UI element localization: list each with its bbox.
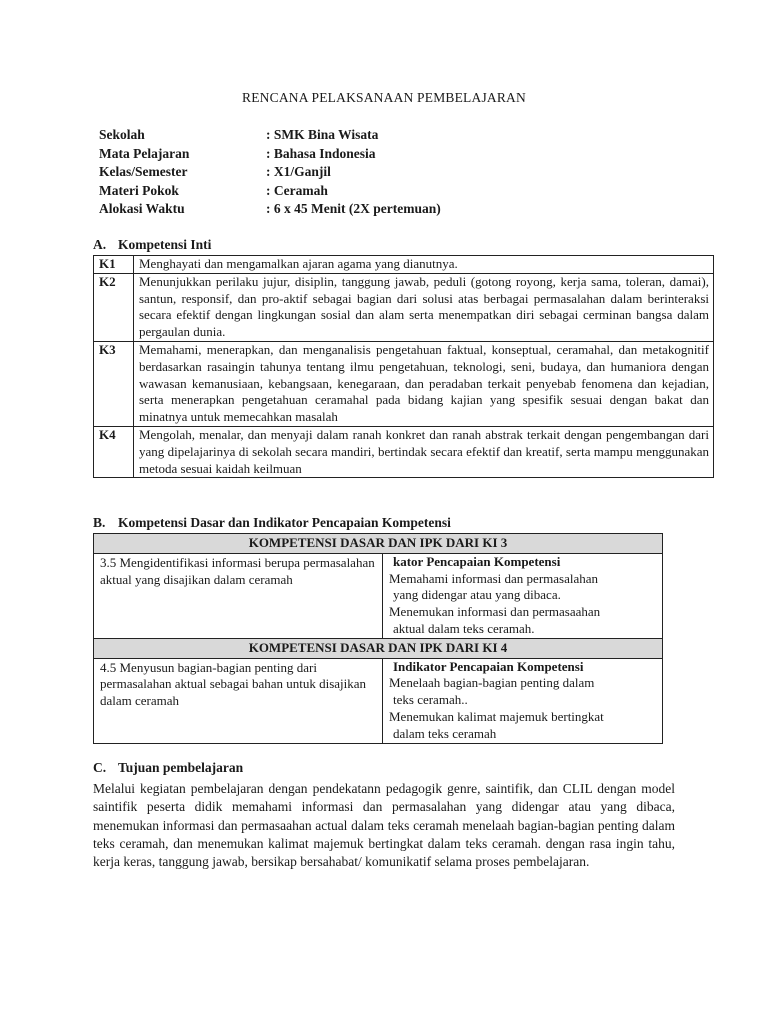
ki-text: Memahami, menerapkan, dan menganalisis pengetahuan faktual, konseptual, ceramahal, dan metakognitif berdasarkan rasaingin tahunya tentang ilmu pengetahuan, teknologi, seni, budaya, dan humaniora dengan wawasan kemanusiaan, kebangsaan, kenegaraan, dan peradaban terkait penyebab fenomena dan kejadian, serta menerapkan pengetahuan ceramahal pada bidang kajian yang spesifik sesuai dengan bakat dan minatnya untuk memecahkan masalah — [134, 341, 714, 426]
ipk-cell — [383, 658, 663, 743]
identity-value: : SMK Bina Wisata — [266, 127, 379, 142]
section-number: B. — [93, 515, 106, 530]
ki-code: K3 — [94, 341, 134, 426]
document-title: RENCANA PELAKSANAAN PEMBELAJARAN — [242, 90, 526, 105]
identity-label: Kelas/Semester — [99, 164, 188, 179]
ipk-line: Menemukan informasi dan permasaahan — [389, 604, 601, 620]
kd-ipk-ki3-table — [93, 533, 663, 744]
section-c-heading — [93, 760, 243, 776]
ipk-line: teks ceramah.. — [393, 692, 468, 708]
section-title: Kompetensi Dasar dan Indikator Pencapaian Kompetensi — [118, 515, 451, 530]
identity-label: Alokasi Waktu — [99, 201, 185, 216]
ipk-line: Menelaah bagian-bagian penting dalam — [389, 675, 595, 691]
ki-code: K1 — [94, 256, 134, 274]
kompetensi-dasar-cell: 4.5 Menyusun bagian-bagian penting dari permasalahan aktual sebagai bahan untuk disajikan dalam ceramah — [94, 658, 383, 743]
section-number: C. — [93, 760, 107, 775]
kompetensi-dasar-cell: 3.5 Mengidentifikasi informasi berupa permasalahan aktual yang disajikan dalam ceramah — [94, 553, 383, 638]
table-row — [94, 553, 663, 638]
identity-value: : 6 x 45 Menit (2X pertemuan) — [266, 201, 441, 216]
identity-label: Mata Pelajaran — [99, 145, 190, 161]
section-b-heading — [93, 515, 451, 531]
identity-row-materi-pokok — [99, 182, 441, 201]
ipk-item — [387, 675, 658, 709]
table-row — [94, 256, 714, 274]
identity-value: : Bahasa Indonesia — [266, 145, 376, 161]
ipk-cell — [383, 553, 663, 638]
ki-text: Mengolah, menalar, dan menyaji dalam ranah konkret dan ranah abstrak terkait dengan pengembangan dari yang dipelajarinya di sekolah secara mandiri, bertindak secara efektif dan kreatif, serta mampu menggunakan metoda sesuai kaidah keilmuan — [134, 426, 714, 477]
tujuan-paragraph: Melalui kegiatan pembelajaran dengan pendekatann pedagogik genre, saintifik, dan CLIL dengan model saintifik peserta didik memahami informasi dan permasalahan yang didengar atau yang dibaca, menemukan informasi dan permasaahan actual dalam teks ceramah menelaah bagian-bagian penting dalam teks ceramah, dan menemukan kalimat majemuk bertingkat dalam teks ceramah. dengan rasa ingin tahu, kerja keras, tanggung jawab, bersikap bersahabat/ komunikatif selama proses pembelajaran. — [93, 781, 675, 870]
identity-block — [99, 126, 441, 219]
ki-text: Menghayati dan mengamalkan ajaran agama yang dianutnya. — [134, 256, 714, 274]
section-a-heading — [93, 237, 211, 253]
ipk-line: Memahami informasi dan permasalahan — [389, 570, 599, 586]
ki-code: K4 — [94, 426, 134, 477]
table-header-row — [94, 534, 663, 554]
table-row — [94, 426, 714, 477]
kompetensi-inti-table — [93, 255, 714, 478]
identity-label: Materi Pokok — [99, 182, 179, 198]
table-header: KOMPETENSI DASAR DAN IPK DARI KI 3 — [94, 534, 663, 554]
ipk-item — [387, 709, 658, 743]
table-header: KOMPETENSI DASAR DAN IPK DARI KI 4 — [94, 638, 663, 658]
section-number: A. — [93, 237, 107, 252]
ipk-title: kator Pencapaian Kompetensi — [393, 553, 561, 569]
identity-row-kelas-semester — [99, 163, 441, 182]
identity-value: : X1/Ganjil — [266, 164, 331, 179]
ki-text: Menunjukkan perilaku jujur, disiplin, tanggung jawab, peduli (gotong royong, kerja sama, toleran, damai), santun, responsif, dan pro-aktif sebagai bagian dari solusi atas berbagai permasalahan dalam berinteraksi secara efektif dengan lingkungan sosial dan alam serta menempatkan diri sebagai cerminan bangsa dalam pergaulan dunia. — [134, 273, 714, 341]
ipk-item — [387, 571, 658, 605]
ipk-line: aktual dalam teks ceramah. — [393, 620, 535, 636]
section-title: Kompetensi Inti — [118, 237, 212, 252]
identity-row-sekolah — [99, 126, 441, 145]
table-row — [94, 273, 714, 341]
identity-row-alokasi-waktu — [99, 200, 441, 219]
identity-value: : Ceramah — [266, 182, 328, 198]
table-header-row — [94, 638, 663, 658]
ipk-title: Indikator Pencapaian Kompetensi — [393, 658, 584, 674]
table-row — [94, 658, 663, 743]
identity-label: Sekolah — [99, 127, 145, 142]
ipk-item — [387, 604, 658, 638]
section-title: Tujuan pembelajaran — [118, 760, 244, 775]
ipk-line: dalam teks ceramah — [393, 725, 497, 741]
ki-code: K2 — [94, 273, 134, 341]
identity-row-mata-pelajaran — [99, 145, 441, 164]
ipk-line: Menemukan kalimat majemuk bertingkat — [389, 708, 604, 724]
table-row — [94, 341, 714, 426]
ipk-line: yang didengar atau yang dibaca. — [393, 587, 561, 603]
